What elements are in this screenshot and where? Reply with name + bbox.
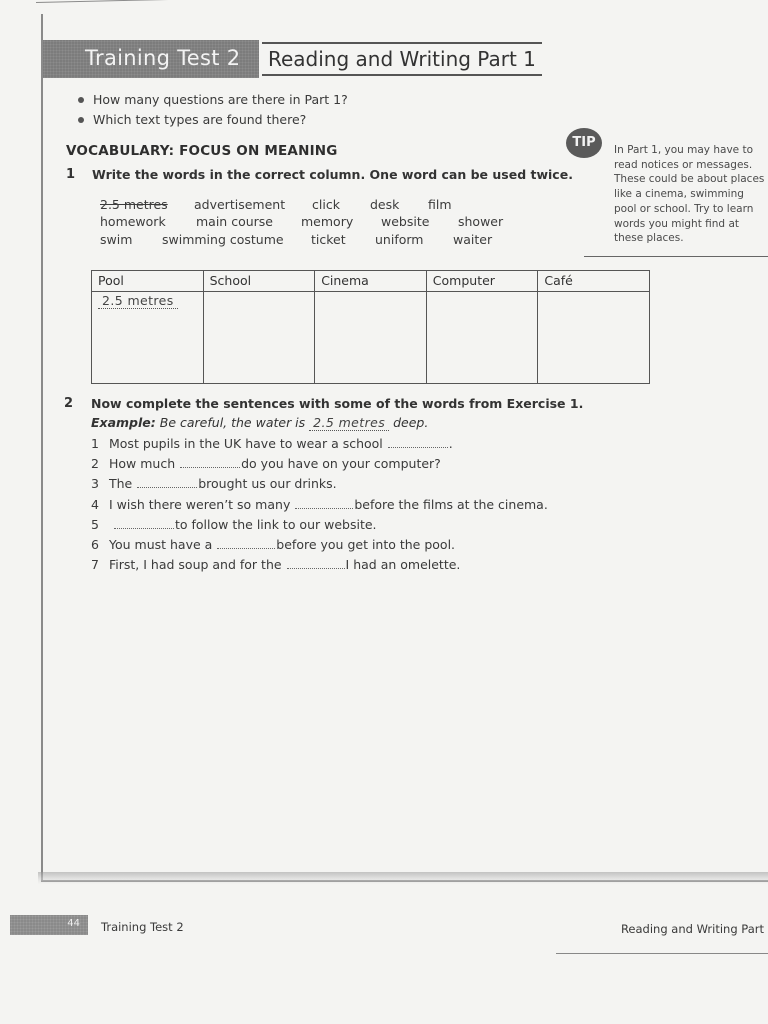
answer-blank[interactable] [295,507,353,509]
vocabulary-heading: VOCABULARY: FOCUS ON MEANING [66,143,338,159]
test-title-badge [43,40,259,78]
top-rule [36,0,536,3]
exercise-1-instruction: Write the words in the correct column. One word can be used twice. [92,167,573,182]
answer-blank[interactable] [137,486,197,488]
word-bank-item: desk [370,197,400,212]
table-row [92,292,650,384]
word-bank-item: uniform [375,232,424,247]
word-bank-item: advertisement [194,197,286,212]
footer-part-title: Reading and Writing Part [620,922,764,936]
example-answer: 2.5 metres [309,415,389,431]
word-bank-item: waiter [453,232,493,247]
footer-section-title: Training Test 2 [101,920,184,934]
word-bank-item: memory [301,214,354,229]
part-title-box [262,42,542,76]
tip-text: In Part 1, you may have to read notices or messages. These could be about places like a cinema, swimming pool or school. Try to learn words you might find at these places. [614,144,765,245]
part-title: Reading and Writing Part 1 [268,47,536,71]
sentence-text-before: How much [109,456,176,472]
cinema-answer-cell[interactable] [315,292,427,384]
page-number-tab [10,915,88,935]
exercise-2-number: 2 [64,396,74,411]
sentence-text-before: Most pupils in the UK have to wear a school [109,436,383,451]
word-bank-item-struck: 2.5 metres [100,197,168,212]
footer-rule [556,953,768,954]
sentence-number: 7 [91,557,99,573]
exercise-2-instruction: Now complete the sentences with some of the words from Exercise 1. [91,396,584,411]
sentence-text-before: I wish there weren’t so many [109,496,291,512]
sentence-number: 5 [91,516,99,532]
sentence-text-before: You must have a [109,536,213,552]
gap-fill-sentence-list [91,434,548,575]
tip-divider [584,256,768,257]
sentence-text-before: First, I had soup and for the [109,557,282,573]
example-sentence [91,415,428,431]
sentence-number: 1 [91,436,99,451]
sentence-text-before: The [109,476,133,492]
test-title: Training Test 2 [85,46,241,70]
sentence-text-after: . [448,436,453,451]
intro-question: How many questions are there in Part 1? [76,90,348,110]
word-bank-item: main course [196,214,273,229]
word-bank-item: swim [100,232,133,247]
list-item [91,454,548,474]
cafe-answer-cell[interactable] [538,292,650,384]
answer-blank[interactable] [388,446,448,448]
exercise-1-number: 1 [66,167,76,182]
sentence-text-after: do you have on your computer? [241,456,441,472]
example-text-after: deep. [393,415,429,430]
sentence-number: 3 [91,476,99,492]
answer-blank[interactable] [114,527,174,529]
column-header-cinema: Cinema [315,271,427,292]
list-item [91,495,548,515]
sentence-text-after: before the films at the cinema. [354,496,548,512]
sentence-text-after: to follow the link to our website. [174,516,377,532]
sentence-text-after: before you get into the pool. [276,536,456,552]
table-header-row [92,271,650,292]
intro-question: Which text types are found there? [76,110,348,130]
column-header-cafe: Café [538,271,650,292]
list-item [91,535,548,555]
example-label: Example: [91,415,156,430]
answer-blank[interactable] [217,547,275,549]
word-category-table [91,270,650,384]
word-bank-item: click [312,197,340,212]
sentence-text-after: I had an omelette. [345,557,461,573]
tip-badge: TIP [566,128,602,158]
intro-question-list [76,90,348,130]
word-bank-item: ticket [311,232,346,247]
sentence-number: 6 [91,536,99,552]
word-bank-item: shower [458,214,504,229]
sentence-text-after: brought us our drinks. [198,476,337,492]
list-item [91,474,548,494]
sentence-number: 2 [91,456,99,472]
example-text-before: Be careful, the water is [159,415,306,430]
answer-blank[interactable] [287,567,345,569]
list-item [91,555,548,575]
computer-answer-cell[interactable] [426,292,538,384]
word-bank-item: film [428,197,452,212]
column-header-pool: Pool [92,271,204,292]
list-item [91,515,548,535]
word-bank-item: swimming costume [162,232,284,247]
school-answer-cell[interactable] [203,292,315,384]
word-bank-item: homework [100,214,166,229]
pool-example-answer: 2.5 metres [98,293,178,309]
page-number: 44 [67,918,80,929]
sentence-number: 4 [91,496,99,512]
list-item [91,434,548,454]
column-header-school: School [203,271,315,292]
pool-answer-cell[interactable] [92,292,204,384]
word-bank-item: website [381,214,430,229]
answer-blank[interactable] [180,466,240,468]
frame-shadow [38,872,768,884]
column-header-computer: Computer [426,271,538,292]
